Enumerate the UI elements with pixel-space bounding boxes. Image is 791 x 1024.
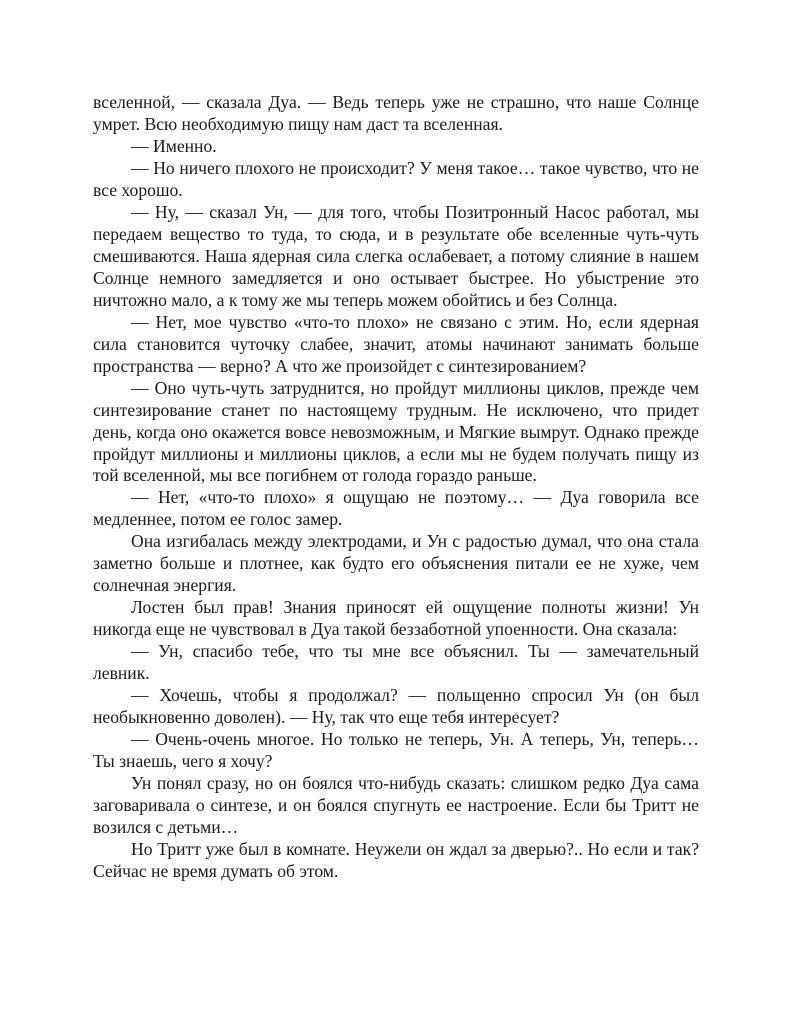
- paragraph: — Оно чуть-чуть затруднится, но пройдут миллионы циклов, прежде чем синтезирование станет по настоящему трудным. Не исключено, что придет день, когда оно окажется вовсе невозможным, и Мягкие вымрут. Однако прежде пройдут миллионы и миллионы циклов, а если мы не будем получать пищу из той вселенной, мы все погибнем от голода гораздо раньше.: [93, 377, 699, 486]
- paragraph: — Но ничего плохого не происходит? У меня такое… такое чувство, что не все хорошо.: [93, 157, 699, 200]
- document-page: [93, 92, 699, 883]
- paragraph: Ун понял сразу, но он боялся что-нибудь сказать: слишком редко Дуа сама заговаривала о синтезе, и он боялся спугнуть ее настроение. Если бы Тритт не возился с детьми…: [93, 773, 699, 837]
- paragraph: Она изгибалась между электродами, и Ун с радостью думал, что она стала заметно больше и плотнее, как будто его объяснения питали ее не хуже, чем солнечная энергия.: [93, 531, 699, 596]
- paragraph: — Нет, мое чувство «что-то плохо» не связано с этим. Но, если ядерная сила становится чуточку слабее, значит, атомы начинают занимать больше пространства — верно? А что же произойдет с синтезированием?: [93, 311, 699, 376]
- paragraph: вселенной, — сказала Дуа. — Ведь теперь уже не страшно, что наше Солнце умрет. Всю необходимую пищу нам даст та вселенная.: [93, 92, 699, 134]
- paragraph: Лостен был прав! Знания приносят ей ощущение полноты жизни! Ун никогда еще не чувствовал в Дуа такой беззаботной упоенности. Она сказала:: [93, 597, 699, 640]
- paragraph: — Ну, — сказал Ун, — для того, чтобы Позитронный Насос работал, мы передаем вещество то туда, то сюда, и в результате обе вселенные чуть-чуть смешиваются. Наша ядерная сила слегка ослабевает, а потому слияние в нашем Солнце немного замедляется и оно остывает быстрее. Но убыстрение это ничтожно мало, а к тому же мы теперь можем обойтись и без Солнца.: [93, 201, 699, 310]
- paragraph: — Хочешь, чтобы я продолжал? — польщенно спросил Ун (он был необыкновенно доволен). — Ну, так что еще тебя интересует?: [93, 685, 699, 728]
- paragraph: Но Тритт уже был в комнате. Неужели он ждал за дверью?.. Но если и так? Сейчас не время думать об этом.: [93, 838, 699, 881]
- paragraph: — Ун, спасибо тебе, что ты мне все объяснил. Ты — замечательный левник.: [93, 641, 699, 684]
- paragraph: — Именно.: [131, 135, 217, 156]
- paragraph: — Нет, «что-то плохо» я ощущаю не поэтому… — Дуа говорила все медленнее, потом ее голос замер.: [93, 487, 699, 530]
- paragraph: — Очень-очень многое. Но только не теперь, Ун. А теперь, Ун, теперь… Ты знаешь, чего я хочу?: [93, 729, 699, 772]
